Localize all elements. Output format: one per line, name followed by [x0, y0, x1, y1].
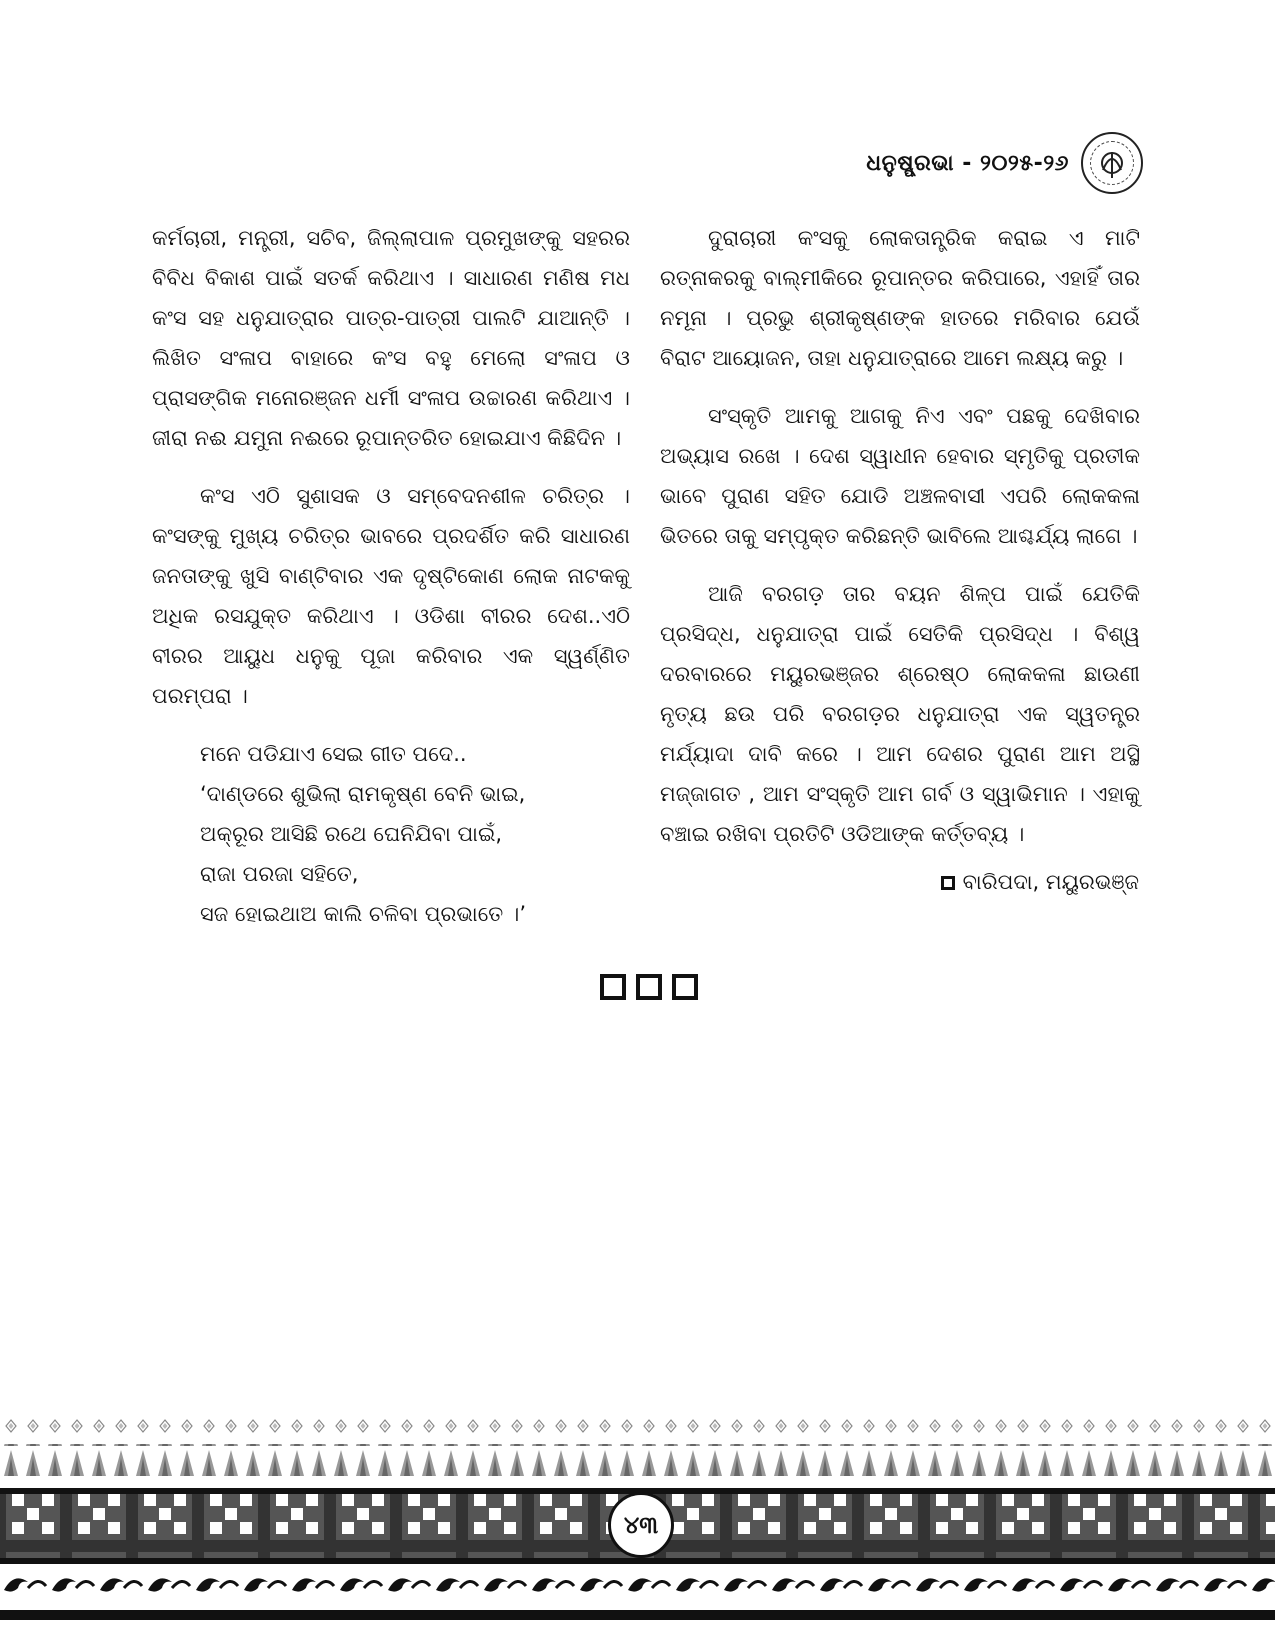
- left-paragraph-2: କଂସ ଏଠି ସୁଶାସକ ଓ ସମ୍ବେଦନଶୀଳ ଚରିତ୍ର । କଂସଙ୍କୁ ମୁଖ୍ୟ ଚରିତ୍ର ଭାବରେ ପ୍ରଦର୍ଶିତ କରି ସାଧାରଣ ଜନତାଙ୍କୁ ଖୁସି ବାଣ୍ଟିବାର ଏକ ଦୃଷ୍ଟିକୋଣ ଲୋକ ନାଟକକୁ ଅଧିକ ରସଯୁକ୍ତ କରିଥାଏ । ଓଡିଶା ବୀରର ଦେଶ..ଏଠି ବୀରର ଆୟୁଧ ଧନୁକୁ ପୂଜା କରିବାର ଏକ ସ୍ୱର୍ଣ୍ଣିତ ପରମ୍ପରା ।: [152, 484, 630, 708]
- right-paragraph-1: ଦୁରାଚାରୀ କଂସକୁ ଲୋକତାନ୍ତ୍ରିକ କରାଇ ଏ ମାଟି ରତ୍ନାକରକୁ ବାଲ୍ମୀକିରେ ରୂପାନ୍ତର କରିପାରେ, ଏହାହିଁ ତାର ନମୂନା । ପ୍ରଭୁ ଶ୍ରୀକୃଷ୍ଣଙ୍କ ହାତରେ ମରିବାର ଯେଉଁ ବିରାଟ ଆୟୋଜନ, ତାହା ଧନୁଯାତ୍ରାରେ ଆମେ ଲକ୍ଷ୍ୟ କରୁ ।: [660, 226, 1140, 370]
- page-number: ୪୩: [608, 1492, 674, 1558]
- festival-emblem-icon: [1081, 132, 1143, 194]
- square-bullet-icon: [941, 876, 955, 890]
- magazine-title: ଧନୁଷ୍ପ୍ରଭା - ୨୦୨୫-୨୬: [866, 150, 1069, 176]
- verse-line: ଅକ୍ରୂର ଆସିଛି ରଥେ ଘେନିଯିବା ପାଇଁ,: [200, 822, 503, 846]
- verse-line: ସଜ ହୋଇଥାଅ କାଲି ଚଳିବା ପ୍ରଭାତେ ।’: [200, 902, 527, 926]
- right-paragraph-2: ସଂସ୍କୃତି ଆମକୁ ଆଗକୁ ନିଏ ଏବଂ ପଛକୁ ଦେଖିବାର ଅଭ୍ୟାସ ରଖେ । ଦେଶ ସ୍ୱାଧୀନ ହେବାର ସ୍ମୃତିକୁ ପ୍ରତୀକ ଭାବେ ପୁରାଣ ସହିତ ଯୋଡି ଅଞ୍ଚଳବାସୀ ଏପରି ଲୋକକଳା ଭିତରେ ତାକୁ ସମ୍ପୃକ୍ତ କରିଛନ୍ତି ଭାବିଲେ ଆଶ୍ଚର୍ଯ୍ୟ ଲାଗେ ।: [660, 404, 1140, 548]
- verse-line: ମନେ ପଡିଯାଏ ସେଇ ଗୀତ ପଦେ..: [200, 742, 467, 766]
- author-location: [941, 870, 1139, 895]
- left-column: [152, 218, 630, 934]
- song-verse: [200, 734, 630, 934]
- page-header: [866, 132, 1143, 194]
- verse-line: ‘ଦାଣ୍ଡରେ ଶୁଭିଲା ରାମକୃଷ୍ଣ ବେନି ଭାଇ,: [200, 782, 526, 806]
- right-paragraph-3: ଆଜି ବରଗଡ଼ ତାର ବୟନ ଶିଳ୍ପ ପାଇଁ ଯେତିକି ପ୍ରସିଦ୍ଧ, ଧନୁଯାତ୍ରା ପାଇଁ ସେତିକି ପ୍ରସିଦ୍ଧ । ବିଶ୍ୱ ଦରବାରରେ ମୟୁରଭଞ୍ଜର ଶ୍ରେଷ୍ଠ ଲୋକକଳା ଛାଉଣୀ ନୃତ୍ୟ ଛଉ ପରି ବରଗଡ଼ର ଧନୁଯାତ୍ରା ଏକ ସ୍ୱତନ୍ତ୍ର ମର୍ଯ୍ୟାଦା ଦାବି କରେ । ଆମ ଦେଶର ପୁରାଣ ଆମ ଅସ୍ଥି ମଜ୍ଜାଗତ , ଆମ ସଂସ୍କୃତି ଆମ ଗର୍ବ ଓ ସ୍ୱାଭିମାନ । ଏହାକୁ ବଞ୍ଚାଇ ରଖିବା ପ୍ରତିଟି ଓଡିଆଙ୍କ କର୍ତ୍ତବ୍ୟ ।: [660, 582, 1140, 846]
- verse-line: ରାଜା ପରଜା ସହିତେ,: [200, 862, 359, 886]
- three-squares-icon: [600, 974, 698, 1000]
- right-column: [660, 218, 1140, 872]
- left-paragraph-1: କର୍ମଚାରୀ, ମନ୍ତ୍ରୀ, ସଚିବ, ଜିଲ୍ଲାପାଳ ପ୍ରମୁଖଙ୍କୁ ସହରର ବିବିଧ ବିକାଶ ପାଇଁ ସତର୍କ କରିଥାଏ । ସାଧାରଣ ମଣିଷ ମଧ କଂସ ସହ ଧନୁଯାତ୍ରାର ପାତ୍ର-ପାତ୍ରୀ ପାଲଟି ଯାଆନ୍ତି । ଲିଖିତ ସଂଳାପ ବାହାରେ କଂସ ବହୁ ମେଲୋ ସଂଳାପ ଓ ପ୍ରାସଙ୍ଗିକ ମନୋରଞ୍ଜନ ଧର୍ମୀ ସଂଳାପ ଉଚ୍ଚାରଣ କରିଥାଏ । ଜୀରା ନଈ ଯମୁନା ନଈରେ ରୂପାନ୍ତରିତ ହୋଇଯାଏ କିଛିଦିନ ।: [152, 226, 630, 450]
- location-text: ବାରିପଦା, ମୟୁରଭଞ୍ଜ: [962, 870, 1139, 894]
